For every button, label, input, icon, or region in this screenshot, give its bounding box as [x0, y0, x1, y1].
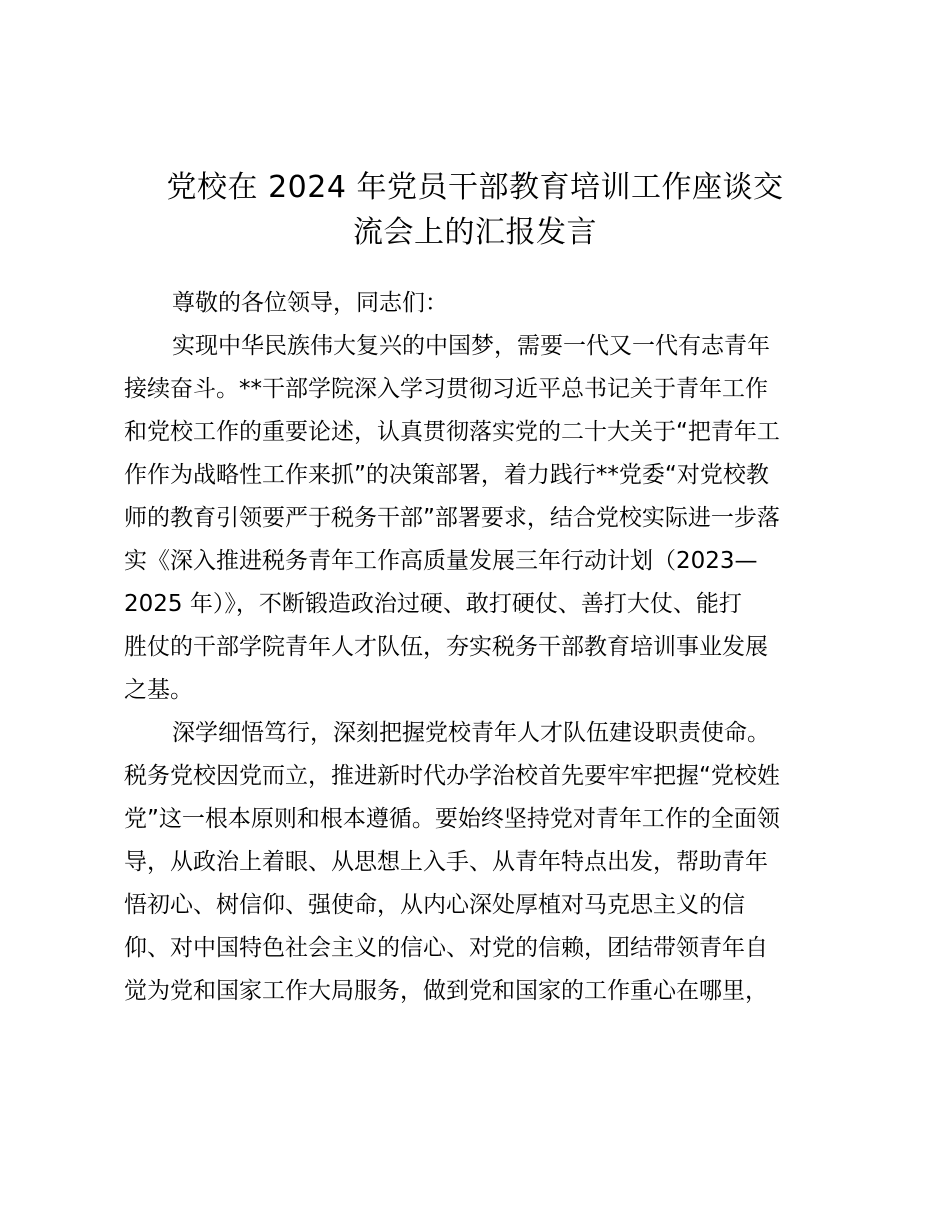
- paragraph-line: 胜仗的干部学院青年人才队伍，夯实税务干部教育培训事业发展: [124, 634, 768, 660]
- paragraph-line: 深学细悟笃行，深刻把握党校青年人才队伍建设职责使命。: [172, 720, 770, 746]
- paragraph-line: 实《深入推进税务青年工作高质量发展三年行动计划（2023—: [124, 548, 758, 574]
- document-body: [124, 282, 836, 1013]
- paragraph-line: 之基。: [124, 677, 193, 703]
- paragraph-line: 党”这一根本原则和根本遵循。要始终坚持党对青年工作的全面领: [124, 806, 780, 832]
- paragraph-line: 实现中华民族伟大复兴的中国梦，需要一代又一代有志青年: [172, 333, 770, 359]
- paragraph-line: 导，从政治上着眼、从思想上入手、从青年特点出发，帮助青年: [124, 849, 768, 875]
- paragraph-line: 悟初心、树信仰、强使命，从内心深处厚植对马克思主义的信: [124, 892, 745, 918]
- paragraph-line: 和党校工作的重要论述，认真贯彻落实党的二十大关于“把青年工: [124, 419, 780, 445]
- paragraph-1: [124, 325, 836, 712]
- title-line: 党校在 2024 年党员干部教育培训工作座谈交: [166, 170, 784, 205]
- paragraph-line: 作作为战略性工作来抓”的决策部署，着力践行**党委“对党校教: [124, 462, 769, 488]
- paragraph-line: 觉为党和国家工作大局服务，做到党和国家的工作重心在哪里，: [124, 978, 768, 1004]
- document-title: [118, 165, 832, 255]
- salutation-text: 尊敬的各位领导，同志们：: [172, 290, 448, 316]
- paragraph-line: 税务党校因党而立，推进新时代办学治校首先要牢牢把握“党校姓: [124, 763, 780, 789]
- paragraph-line: 师的教育引领要严于税务干部”部署要求，结合党校实际进一步落: [124, 505, 780, 531]
- paragraph-2: [124, 712, 836, 1013]
- paragraph-line: 2025 年）》，不断锻造政治过硬、敢打硬仗、善打大仗、能打: [124, 591, 742, 617]
- paragraph-line: 仰、对中国特色社会主义的信心、对党的信赖，团结带领青年自: [124, 935, 768, 961]
- title-line: 流会上的汇报发言: [353, 215, 597, 250]
- salutation: [124, 282, 836, 325]
- paragraph-line: 接续奋斗。**干部学院深入学习贯彻习近平总书记关于青年工作: [124, 376, 768, 402]
